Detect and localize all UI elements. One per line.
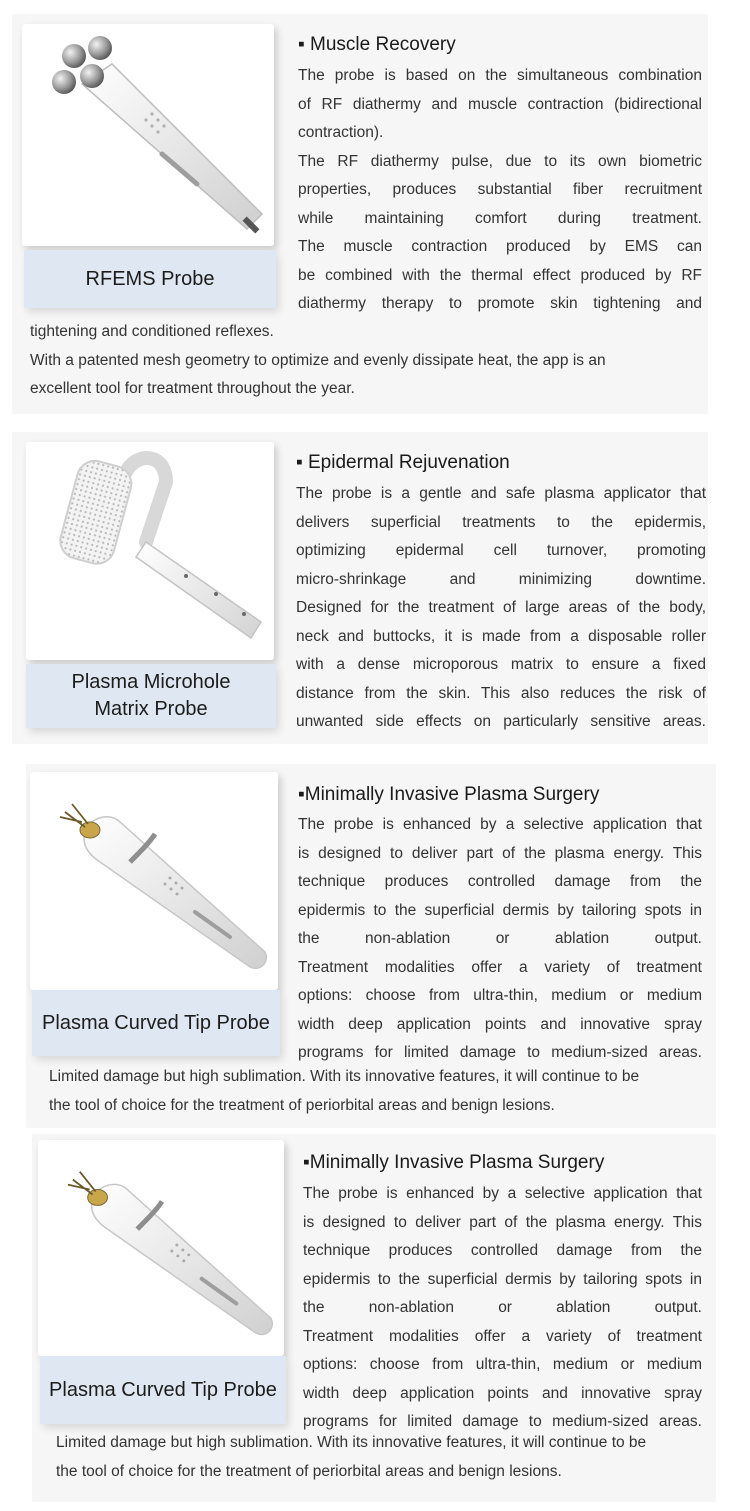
rfems-probe-label: RFEMS Probe [24, 250, 276, 308]
section-rfems [0, 0, 750, 420]
curved-tip-probe-label-2: Plasma Curved Tip Probe [40, 1356, 286, 1424]
microhole-probe-image [26, 442, 274, 660]
curved-tip-probe-image-2 [38, 1140, 284, 1356]
muscle-recovery-text: The probe is based on the simultaneous combination of RF diathermy and muscle contraction (bidirectional contraction). The RF diathermy pulse, due to its own biometric properties, produces substantial fiber recruitment while maintaining comfort during treatment. The muscle contraction produced by EMS can be combined with the thermal effect produced by RF diathermy therapy to promote skin tightening and [298, 67, 702, 312]
muscle-recovery-title: ▪ Muscle Recovery [298, 34, 456, 55]
plasma-surgery-title-2: ▪Minimally Invasive Plasma Surgery [303, 1152, 605, 1173]
plasma-surgery-title: ▪Minimally Invasive Plasma Surgery [298, 784, 600, 805]
plasma-surgery-continued-2: Limited damage but high sublimation. With its innovative features, it will continue to be the tool of choice for the treatment of periorbital areas and benign lesions. [56, 1434, 647, 1480]
microhole-probe-illustration [26, 442, 274, 660]
plasma-surgery-text: The probe is enhanced by a selective application that is designed to deliver part of the plasma energy. This technique produces controlled damage from the epidermis to the superficial dermis by tailoring spots in the non-ablation or ablation output. Treatment modalities offer a variety of treatment options: choose from ultra-thin, medium or medium width deep application points and innovative spray programs for limited damage to medium-sized areas. [298, 816, 702, 1061]
plasma-surgery-text-2: The probe is enhanced by a selective application that is designed to deliver part of the plasma energy. This technique produces controlled damage from the epidermis to the superficial dermis by tailoring spots in the non-ablation or ablation output. Treatment modalities offer a variety of treatment options: choose from ultra-thin, medium or medium width deep application points and innovative spray programs for limited damage to medium-sized areas. [303, 1185, 702, 1430]
curved-tip-probe-illustration [30, 772, 278, 990]
rfems-probe-image [22, 24, 274, 246]
epidermal-rejuvenation-text: The probe is a gentle and safe plasma applicator that delivers superficial treatments to the epidermis, optimizing epidermal cell turnover, promoting micro-shrinkage and minimizing downtime. Designed for the treatment of large areas of the body, neck and buttocks, it is made from a disposable roller with a dense microporous matrix to ensure a fixed distance from the skin. This also reduces the risk of unwanted side effects on particularly sensitive areas. [296, 485, 706, 730]
section-plasma-surgery-1 [0, 762, 750, 1132]
plasma-surgery-continued: Limited damage but high sublimation. With its innovative features, it will continue to be the tool of choice for the treatment of periorbital areas and benign lesions. [49, 1068, 640, 1114]
rfems-probe-illustration [22, 24, 274, 246]
epidermal-rejuvenation-title: ▪ Epidermal Rejuvenation [296, 452, 510, 473]
microhole-probe-label: Plasma Microhole Matrix Probe [26, 664, 276, 728]
muscle-recovery-continued: tightening and conditioned reflexes. With a patented mesh geometry to optimize and evenly dissipate heat, the app is an excellent tool for treatment throughout the year. [30, 323, 606, 397]
curved-tip-probe-label: Plasma Curved Tip Probe [32, 990, 280, 1056]
section-plasma-surgery-2 [0, 1130, 750, 1511]
curved-tip-probe-image [30, 772, 278, 990]
section-epidermal [0, 430, 750, 750]
curved-tip-probe-illustration-2 [38, 1140, 284, 1356]
